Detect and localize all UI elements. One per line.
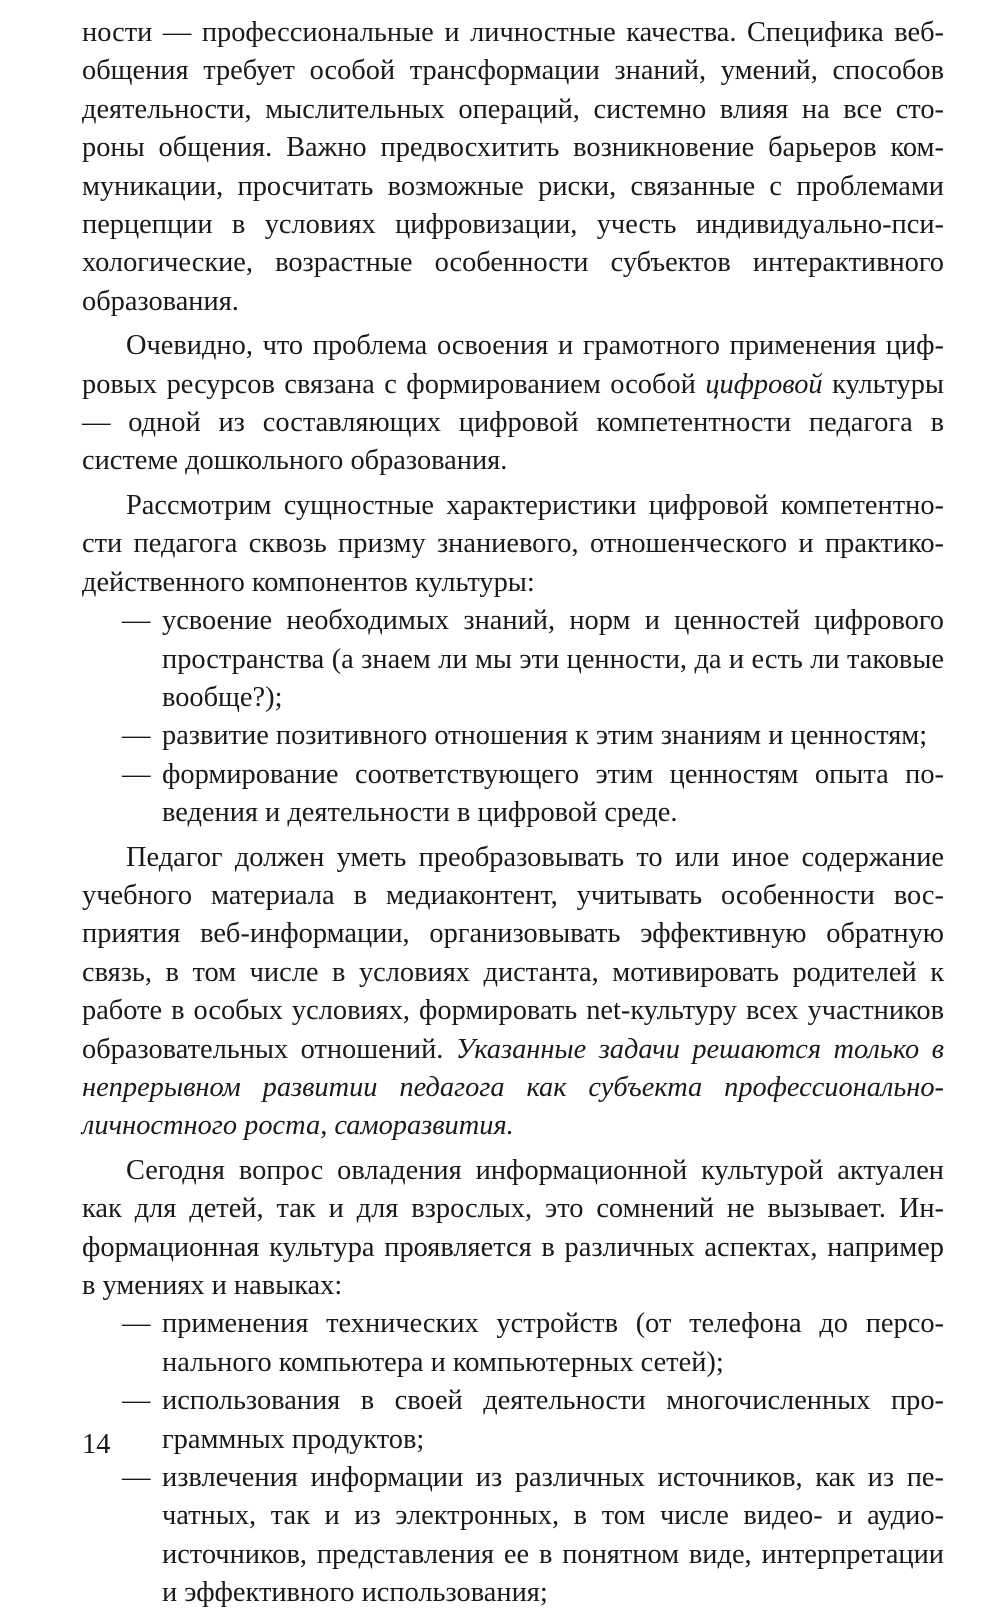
list-item-text: применения технических устройств (от телефона до персонального компьютера и компьютерных сетей); — [162, 1308, 944, 1378]
list-item — [82, 717, 944, 755]
list-dash: — — [122, 1385, 151, 1417]
emphasis-text: Указанные задачи решаются только в непрерывном развитии педагога как субъекта профессионально-личностного роста, саморазвития. — [82, 1033, 944, 1142]
list-culture-components — [82, 602, 944, 832]
paragraph-teacher-skills — [82, 839, 944, 1146]
list-item — [82, 1305, 944, 1382]
list-item-text: использования в своей деятельности многочисленных программных продуктов; — [162, 1385, 944, 1455]
paragraph-competence-intro: Рассмотрим сущностные характеристики цифровой компетентности педагога сквозь призму знаниевого, отношенческого и практикодейственного компонентов культуры: — [82, 489, 944, 598]
paragraph-text: культуры — одной из составляющих цифровой компетентности педагога в системе дошкольного образования. — [82, 368, 944, 477]
list-item — [82, 602, 944, 717]
list-item-text: развитие позитивного отношения к этим знаниям и ценностям; — [162, 720, 928, 752]
paragraph-digital-culture — [82, 327, 944, 481]
list-item — [82, 756, 944, 833]
list-item — [82, 1459, 944, 1613]
paragraph-text: Очевидно, что проблема освоения и грамотного применения цифровых ресурсов связана с формированием особой — [82, 330, 944, 400]
list-item-text: усвоение необходимых знаний, норм и ценностей цифрового пространства (а знаем ли мы эти ценности, да и есть ли таковые вообще?); — [162, 605, 944, 713]
list-dash: — — [122, 720, 151, 752]
list-dash: — — [122, 1308, 151, 1340]
paragraph-text: Педагог должен уметь преобразовывать то или иное содержание учебного материала в медиаконтент, учитывать особенности восприятия веб-информации, организовывать эффективную обратную связь, в том числе в условиях дистанта, мотивировать родителей к работе в особых условиях, формировать net-культуру всех участников образовательных отношений. — [82, 841, 944, 1065]
list-dash: — — [122, 758, 151, 790]
emphasis-text: цифровой — [705, 368, 823, 400]
page-number: 14 — [82, 1429, 111, 1460]
page-body — [82, 14, 944, 1613]
paragraph-continuation: ности — профессиональные и личностные качества. Специфика вебобщения требует особой трансформации знаний, умений, способов деятельности, мыслительных операций, системно влияя на все стороны общения. Важно предвосхитить возникновение барьеров коммуникации, просчитать возможные риски, связанные с проблемами перцепции в условиях цифровизации, учесть индивидуально-психологические, возрастные особенности субъектов интерактивного образования. — [82, 17, 944, 317]
list-item — [82, 1382, 944, 1459]
list-dash: — — [122, 1462, 151, 1494]
list-item-text: формирование соответствующего этим ценностям опыта поведения и деятельности в цифровой среде. — [162, 758, 944, 829]
list-item-text: извлечения информации из различных источников, как из печатных, так и из электронных, в том числе видео- и аудиоисточников, представления ее в понятном виде, интерпретации и эффективного использования; — [162, 1462, 944, 1609]
list-dash: — — [122, 605, 151, 637]
paragraph-information-culture: Сегодня вопрос овладения информационной культурой актуален как для детей, так и для взрослых, это сомнений не вызывает. Информационная культура проявляется в различных аспектах, например в умениях и навыках: — [82, 1154, 944, 1301]
list-skills — [82, 1305, 944, 1612]
